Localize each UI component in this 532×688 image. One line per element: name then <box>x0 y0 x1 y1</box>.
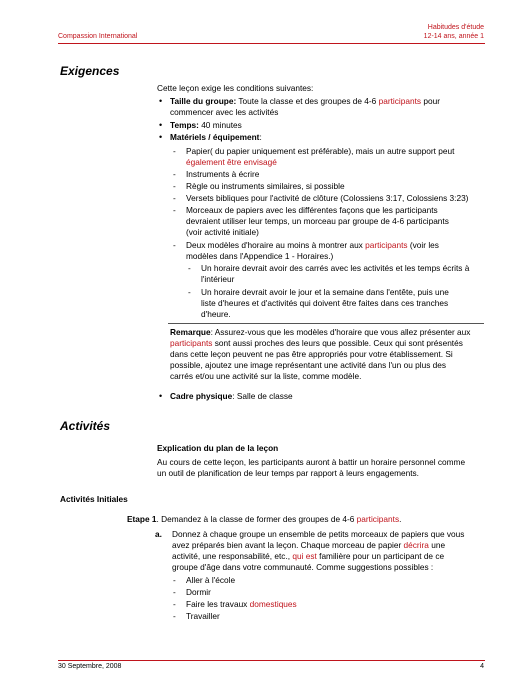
taille-item: Taille du groupe: Toute la classe et des groupes de 4-6 participants pour <box>170 96 440 106</box>
bullet-icon: • <box>159 120 163 130</box>
dash-icon: - <box>173 169 176 179</box>
sub-item-2: Un horaire devrait avoir le jour et la semaine dans l'entête, puis une <box>201 287 449 297</box>
taille-label: Taille du groupe: <box>170 96 237 106</box>
footer-rule <box>58 660 485 661</box>
dash-icon: - <box>173 146 176 156</box>
materiels-item: Matériels / équipement: <box>170 132 262 142</box>
header-doc-title: Habitudes d'étude <box>427 24 484 31</box>
remarque-note: Remarque: Assurez-vous que les modèles d'horaire que vous allez présenter aux <box>170 327 471 337</box>
suggestion-4: Travailler <box>186 611 220 621</box>
section-title-exigences: Exigences <box>60 64 120 78</box>
dash-icon: - <box>188 287 191 297</box>
cadre-label: Cadre physique <box>170 391 233 401</box>
dash-icon: - <box>173 611 176 621</box>
etape-1: Etape 1. Demandez à la classe de former des groupes de 4-6 participants. <box>127 514 402 524</box>
remarque-label: Remarque <box>170 327 211 337</box>
etape-label: Etape 1 <box>127 514 157 524</box>
plan-text: Au cours de cette leçon, les participants auront à battir un horaire personnel comme <box>157 457 466 467</box>
item-a-text: Donnez à chaque groupe un ensemble de petits morceaux de papiers que vous <box>172 529 465 539</box>
temps-item: Temps: 40 minutes <box>170 120 242 130</box>
dash-icon: - <box>173 575 176 585</box>
suggestion-1: Aller à l'école <box>186 575 236 585</box>
bullet-icon: • <box>159 132 163 142</box>
header-org: Compassion International <box>58 33 138 40</box>
suggestion-3: Faire les travaux domestiques <box>186 599 297 609</box>
dash-icon: - <box>173 205 176 215</box>
header-doc-info <box>424 23 484 41</box>
cadre-item: Cadre physique: Salle de classe <box>170 391 293 401</box>
materiel-2: Instruments à écrire <box>186 169 260 179</box>
initiales-title: Activités Initiales <box>60 494 128 504</box>
bullet-icon: • <box>159 96 163 106</box>
materiel-1: Papier( du papier uniquement est préférable), mais un autre support peut <box>186 146 455 156</box>
item-a-label: a. <box>155 529 162 539</box>
footer-date: 30 Septembre, 2008 <box>58 663 122 670</box>
sub-item-1: Un horaire devrait avoir des carrés avec les activités et les temps écrits à <box>201 263 470 273</box>
materiel-4: Versets bibliques pour l'activité de clôture (Colossiens 3:17, Colossiens 3:23) <box>186 193 469 203</box>
header-doc-level: 12-14 ans, année 1 <box>423 33 484 40</box>
temps-label: Temps: <box>170 120 199 130</box>
plan-title: Explication du plan de la leçon <box>157 443 279 453</box>
materiel-5: Morceaux de papiers avec les différentes façons que les participants <box>186 205 438 215</box>
dash-icon: - <box>188 263 191 273</box>
suggestion-2: Dormir <box>186 587 211 597</box>
section-title-activites: Activités <box>60 419 111 433</box>
page-number: 4 <box>480 663 484 670</box>
materiels-label: Matériels / équipement <box>170 132 260 142</box>
dash-icon: - <box>173 587 176 597</box>
exigences-intro: Cette leçon exige les conditions suivantes: <box>157 83 314 93</box>
materiel-3: Règle ou instruments similaires, si possible <box>186 181 345 191</box>
dash-icon: - <box>173 181 176 191</box>
bullet-icon: • <box>159 391 163 401</box>
materiel-6: Deux modèles d'horaire au moins à montrer aux participants (voir les <box>186 240 439 250</box>
dash-icon: - <box>173 240 176 250</box>
header-rule <box>58 43 485 44</box>
dash-icon: - <box>173 193 176 203</box>
note-divider <box>168 323 484 324</box>
dash-icon: - <box>173 599 176 609</box>
